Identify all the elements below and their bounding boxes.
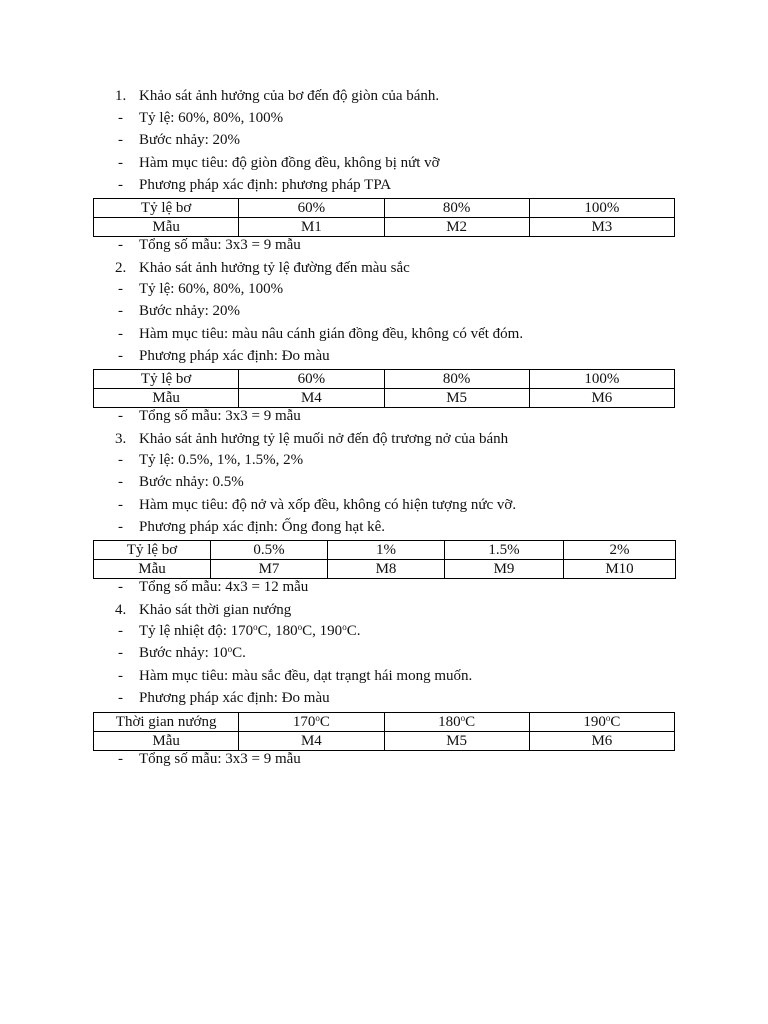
table-cell: M9 <box>445 560 564 579</box>
table-row <box>94 218 675 237</box>
table-row <box>94 199 675 218</box>
table-row <box>94 541 676 560</box>
table-cell: M10 <box>564 560 676 579</box>
table-cell: M6 <box>529 389 674 408</box>
table-cell: 80% <box>384 370 529 389</box>
section-title: Khảo sát ảnh hưởng của bơ đến độ giòn của bánh. <box>139 88 440 104</box>
table-cell: 80% <box>384 199 529 218</box>
table-cell: Tỷ lệ bơ <box>94 370 239 389</box>
table-cell: M4 <box>239 732 384 751</box>
table-row <box>94 732 675 751</box>
section-number: 3. <box>115 431 127 447</box>
table-cell: M4 <box>239 389 384 408</box>
sample-table-1 <box>93 198 675 237</box>
table-cell: Tỷ lệ bơ <box>94 199 239 218</box>
table-cell: 100% <box>529 370 674 389</box>
table-cell: 0.5% <box>211 541 328 560</box>
sample-table-4 <box>93 712 675 751</box>
table-row <box>94 389 675 408</box>
sample-table-2 <box>93 369 675 408</box>
section-number: 2. <box>115 260 127 276</box>
table-cell: M6 <box>529 732 674 751</box>
table-cell: Thời gian nướng <box>94 713 239 732</box>
table-cell: 1.5% <box>445 541 564 560</box>
table-cell: 190$^o$C <box>529 713 674 732</box>
table-row <box>94 713 675 732</box>
table-cell: 100% <box>529 199 674 218</box>
table-cell: Mẫu <box>94 560 211 579</box>
table-row <box>94 560 676 579</box>
table-cell: 170$^o$C <box>239 713 384 732</box>
table-cell: M2 <box>384 218 529 237</box>
section-number: 1. <box>115 88 127 104</box>
sample-table-3 <box>93 540 676 579</box>
table-cell: M5 <box>384 389 529 408</box>
section-title: Khảo sát ảnh hưởng tỷ lệ muối nở đến độ trương nở của bánh <box>139 431 509 447</box>
document-page: 1. Khảo sát ảnh hưởng của bơ đến độ giòn của bánh. - Tỷ lệ: 60%, 80%, 100% - Bước nhảy: 20% - Hàm mục tiêu: độ giòn đồng đều, không bị nứt vỡ - Phương pháp xác định: phương pháp TPA Tỷ lệ bơ 60% 80% 100% Mẫu M1 M2 M3 - Tổng số mẫu: 3x3 = 9 mẫu 2. Khảo sát ảnh hưởng tỷ lệ đường đến màu sắc - Tỷ lệ: 60%, 80%, 100% - Bước nhảy: 20% - Hàm mục tiêu: màu nâu cánh gián đồng đều, không có vết đóm. - Phương pháp xác định: Đo màu Tỷ lệ bơ 60% 80% 100% Mẫu M4 M5 M6 - Tổng số mẫu: 3x3 = 9 mẫu 3. Khảo sát ảnh hưởng tỷ lệ muối nở đến độ trương nở của bánh - Tỷ lệ: 0.5%, 1%, 1.5%, 2% - Bước nhảy: 0.5% - Hàm mục tiêu: độ nở và xốp đều, không có hiện tượng nức vỡ. - Phương pháp xác định: Ống đong hạt kê. Tỷ lệ bơ 0.5% 1% 1.5% 2% Mẫu M7 M8 M9 M10 - Tổng số mẫu: 4x3 = 12 mẫu 4. Khảo sát thời gian nướng - Tỷ lệ nhiệt độ: 170$^o$C, 180$^o$C, 190$^o$C. - Bước nhảy: 10$^o$C. - Hàm mục tiêu: màu sắc đều, dạt trạngt hái mong muốn. - Phương pháp xác định: Đo màu Thời gian nướng 170$^o$C 180$^o$C 190$^o$C Mẫu M4 M5 M6 - Tổng số mẫu: 3x3 = 9 mẫu <box>0 0 768 1024</box>
table-cell: 60% <box>239 370 384 389</box>
table-cell: M1 <box>239 218 384 237</box>
table-cell: 60% <box>239 199 384 218</box>
table-cell: Mẫu <box>94 389 239 408</box>
section-title: Khảo sát ảnh hưởng tỷ lệ đường đến màu sắc <box>139 260 410 276</box>
table-cell: 180$^o$C <box>384 713 529 732</box>
table-cell: Tỷ lệ bơ <box>94 541 211 560</box>
table-cell: M8 <box>328 560 445 579</box>
table-cell: 2% <box>564 541 676 560</box>
table-cell: Mẫu <box>94 218 239 237</box>
section-title: Khảo sát thời gian nướng <box>139 602 292 618</box>
table-cell: 1% <box>328 541 445 560</box>
table-cell: M3 <box>529 218 674 237</box>
table-cell: M5 <box>384 732 529 751</box>
section-number: 4. <box>115 602 127 618</box>
table-row <box>94 370 675 389</box>
table-cell: Mẫu <box>94 732 239 751</box>
table-cell: M7 <box>211 560 328 579</box>
